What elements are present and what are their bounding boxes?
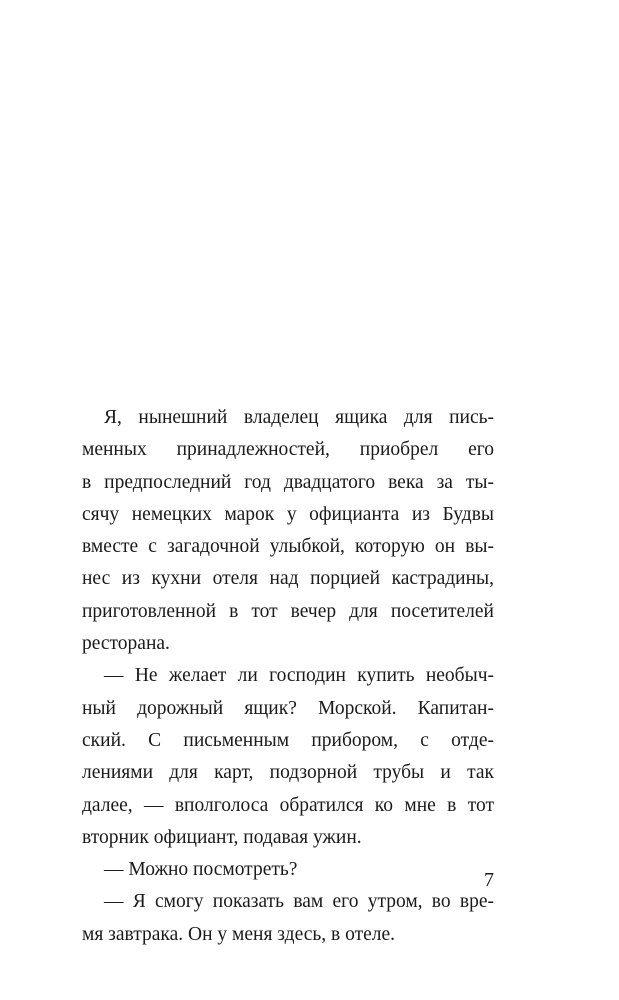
text-line: ресторана. <box>82 633 170 655</box>
text-line: ный дорожный ящик? Морской. Капитан- <box>82 697 494 719</box>
text-line: вместе с загадочной улыбкой, которую он вы- <box>82 536 494 558</box>
text-line: мя завтрака. Он у меня здесь, в отеле. <box>82 923 396 945</box>
text-line: Я, нынешний владелец ящика для пись- <box>104 407 494 428</box>
text-line: — Можно посмотреть? <box>104 859 298 881</box>
text-line: — Я смогу показать вам его утром, во вре- <box>104 891 494 913</box>
text-line: лениями для карт, подзорной трубы и так <box>82 762 494 784</box>
text-line: приготовленной в тот вечер для посетителей <box>82 600 494 622</box>
text-line: далее, — вполголоса обратился ко мне в тот <box>82 794 494 816</box>
text-line: нес из кухни отеля над порцией кастрадины, <box>82 568 494 590</box>
text-line: в предпоследний год двадцатого века за ты- <box>82 471 494 493</box>
text-line: сячу немецких марок у официанта из Будвы <box>82 503 494 525</box>
body-text <box>82 402 494 951</box>
text-line: вторник официант, подавая ужин. <box>82 826 362 848</box>
text-line: ский. С письменным прибором, с отде- <box>82 729 494 751</box>
text-line: менных принадлежностей, приобрел его <box>82 439 494 461</box>
text-line: — Не желает ли господин купить необыч- <box>104 665 494 687</box>
page-number: 7 <box>484 869 494 891</box>
